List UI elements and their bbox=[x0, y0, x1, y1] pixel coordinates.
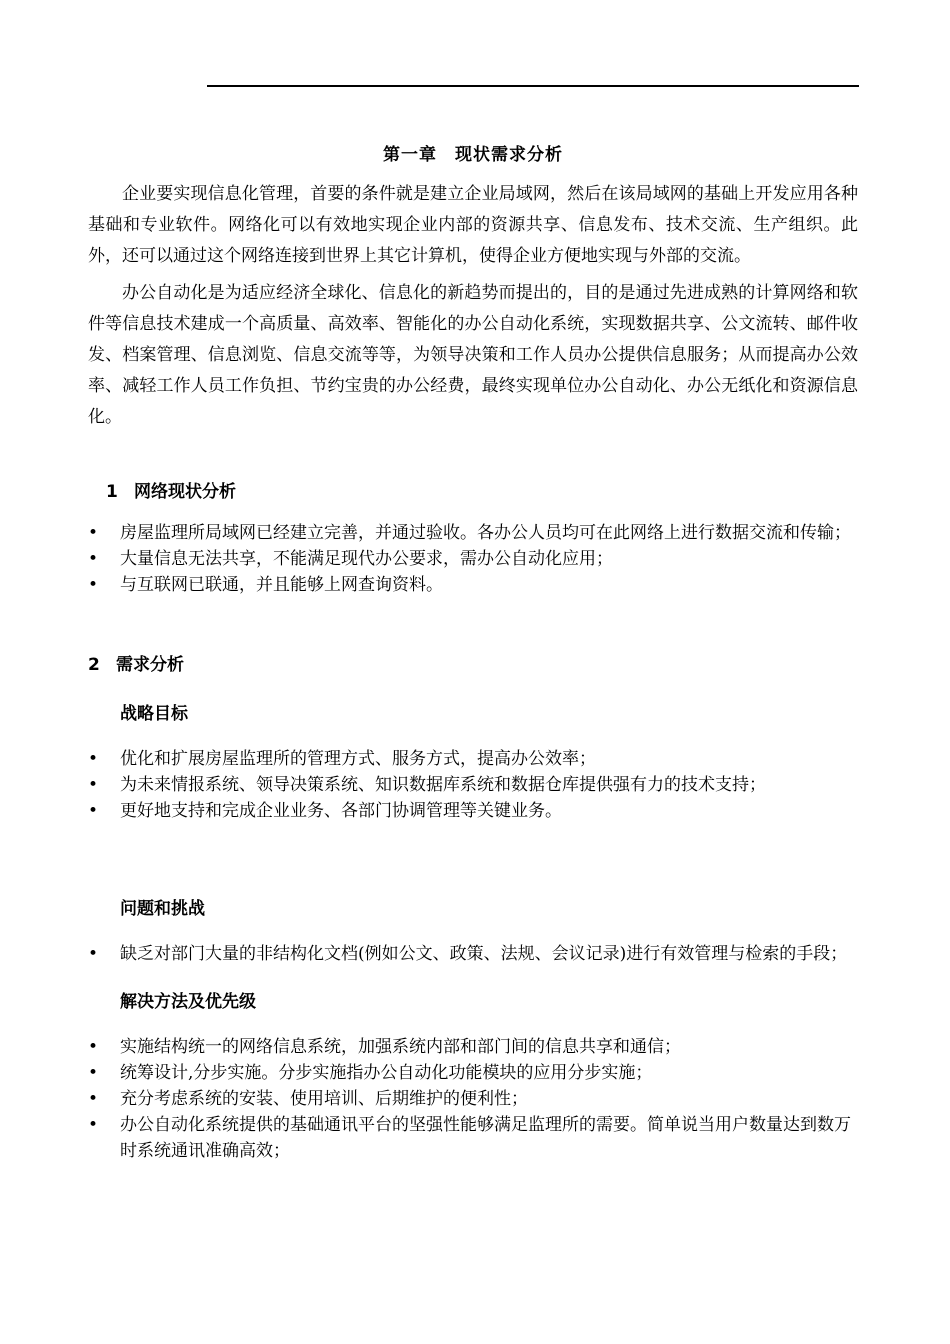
solutions-bullet-list bbox=[88, 1034, 858, 1164]
list-item: • 统筹设计,分步实施。分步实施指办公自动化功能模块的应用分步实施； bbox=[88, 1060, 858, 1086]
section-1-heading bbox=[106, 477, 858, 502]
bullet-icon: • bbox=[88, 1115, 99, 1135]
list-item: • 办公自动化系统提供的基础通讯平台的坚强性能够满足监理所的需要。简单说当用户数量达到数万时系统通讯准确高效； bbox=[88, 1112, 858, 1164]
list-item: • 优化和扩展房屋监理所的管理方式、服务方式，提高办公效率； bbox=[88, 746, 858, 772]
section-2-title: 需求分析 bbox=[116, 655, 184, 675]
list-item: • 更好地支持和完成企业业务、各部门协调管理等关键业务。 bbox=[88, 798, 858, 824]
strategy-heading: 战略目标 bbox=[120, 704, 188, 724]
bullet-icon: • bbox=[88, 575, 99, 595]
list-item: • 为未来情报系统、领导决策系统、知识数据库系统和数据仓库提供强有力的技术支持； bbox=[88, 772, 858, 798]
intro-paragraph-2: 办公自动化是为适应经济全球化、信息化的新趋势而提出的，目的是通过先进成熟的计算网络和软件等信息技术建成一个高质量、高效率、智能化的办公自动化系统，实现数据共享、公文流转、邮件收发、档案管理、信息浏览、信息交流等等，为领导决策和工作人员办公提供信息服务；从而提高办公效率、减轻工作人员工作负担、节约宝贵的办公经费，最终实现单位办公自动化、办公无纸化和资源信息化。 bbox=[88, 283, 858, 427]
chapter-title: 第一章 现状需求分析 bbox=[383, 145, 563, 165]
bullet-icon: • bbox=[88, 775, 99, 795]
challenges-bullet-list bbox=[88, 941, 858, 967]
list-item: • 与互联网已联通，并且能够上网查询资料。 bbox=[88, 572, 858, 598]
header-rule bbox=[207, 85, 859, 87]
list-item: • 大量信息无法共享，不能满足现代办公要求，需办公自动化应用； bbox=[88, 546, 858, 572]
list-item: • 充分考虑系统的安装、使用培训、后期维护的便利性； bbox=[88, 1086, 858, 1112]
section-1-bullet-list bbox=[88, 520, 858, 598]
list-item: • 缺乏对部门大量的非结构化文档(例如公文、政策、法规、会议记录)进行有效管理与检索的手段； bbox=[88, 941, 858, 967]
bullet-icon: • bbox=[88, 749, 99, 769]
section-1-number: 1 bbox=[106, 482, 118, 502]
bullet-icon: • bbox=[88, 1063, 99, 1083]
bullet-icon: • bbox=[88, 944, 99, 964]
list-item: • 实施结构统一的网络信息系统，加强系统内部和部门间的信息共享和通信； bbox=[88, 1034, 858, 1060]
strategy-bullet-list bbox=[88, 746, 858, 824]
solutions-heading: 解决方法及优先级 bbox=[120, 992, 256, 1012]
bullet-icon: • bbox=[88, 801, 99, 821]
intro-paragraph-1: 企业要实现信息化管理，首要的条件就是建立企业局域网，然后在该局域网的基础上开发应用各种基础和专业软件。网络化可以有效地实现企业内部的资源共享、信息发布、技术交流、生产组织。此外，还可以通过这个网络连接到世界上其它计算机，使得企业方便地实现与外部的交流。 bbox=[88, 184, 858, 266]
section-2-number: 2 bbox=[88, 655, 100, 675]
section-1-title: 网络现状分析 bbox=[134, 482, 236, 502]
section-2-heading bbox=[88, 650, 858, 675]
bullet-icon: • bbox=[88, 1037, 99, 1057]
bullet-icon: • bbox=[88, 1089, 99, 1109]
document-body bbox=[88, 140, 858, 1164]
bullet-icon: • bbox=[88, 549, 99, 569]
bullet-icon: • bbox=[88, 523, 99, 543]
challenges-heading: 问题和挑战 bbox=[120, 899, 205, 919]
list-item: • 房屋监理所局域网已经建立完善，并通过验收。各办公人员均可在此网络上进行数据交流和传输； bbox=[88, 520, 858, 546]
